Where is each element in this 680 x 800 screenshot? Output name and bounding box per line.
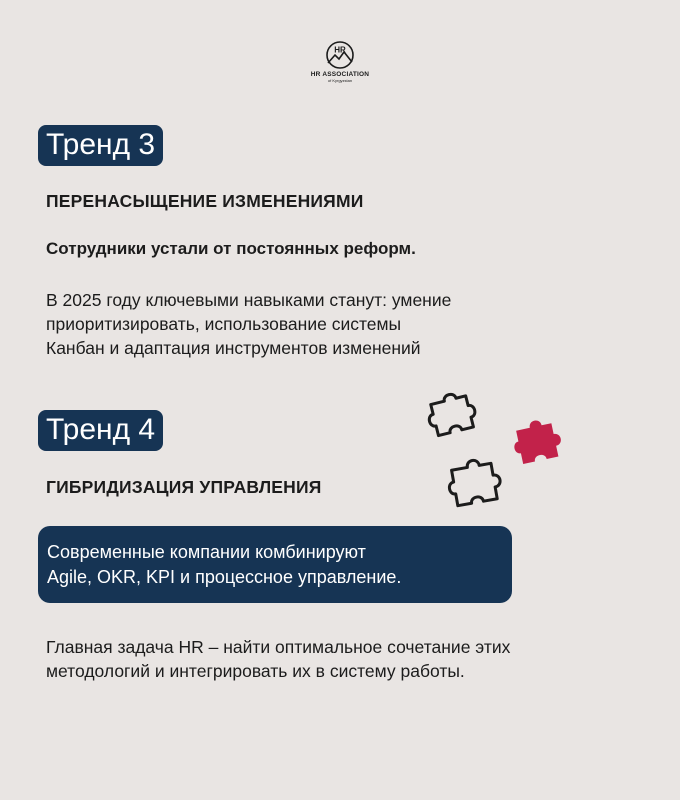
trend-3-body-line: В 2025 году ключевыми навыками станут: умение: [46, 290, 452, 310]
puzzle-piece-icon: [420, 385, 490, 445]
logo-mark: HR: [334, 45, 346, 55]
trend-4-badge: Тренд 4: [38, 410, 163, 451]
trend-3-body-line: Канбан и адаптация инструментов изменений: [46, 338, 421, 358]
trend-4-body: [46, 635, 510, 683]
puzzle-piece-filled-icon: [505, 410, 575, 475]
trend-3-heading: ПЕРЕНАСЫЩЕНИЕ ИЗМЕНЕНИЯМИ: [46, 191, 364, 211]
trend-4-highlight-line: Современные компании комбинируют: [47, 542, 366, 562]
trend-3-subheading: Сотрудники устали от постоянных реформ.: [46, 239, 416, 258]
logo: [300, 40, 380, 83]
trend-3-badge: Тренд 3: [38, 125, 163, 166]
hr-mountain-icon: [325, 40, 355, 70]
trend-3-body: [46, 288, 451, 360]
logo-title: HR ASSOCIATION: [310, 71, 370, 78]
trend-4-highlight-line: Agile, OKR, KPI и процессное управление.: [47, 567, 402, 587]
logo-subtitle: of Kyrgyzstan: [327, 78, 353, 83]
trend-4-body-line: Главная задача HR – найти оптимальное сочетание этих: [46, 637, 511, 657]
trend-4-highlight-box: [38, 526, 512, 603]
trend-4-heading: ГИБРИДИЗАЦИЯ УПРАВЛЕНИЯ: [46, 477, 322, 497]
puzzle-piece-icon: [440, 448, 515, 516]
trend-4-body-line: методологий и интегрировать их в систему работы.: [46, 661, 465, 681]
trend-3-body-line: приоритизировать, использование системы: [46, 314, 402, 334]
